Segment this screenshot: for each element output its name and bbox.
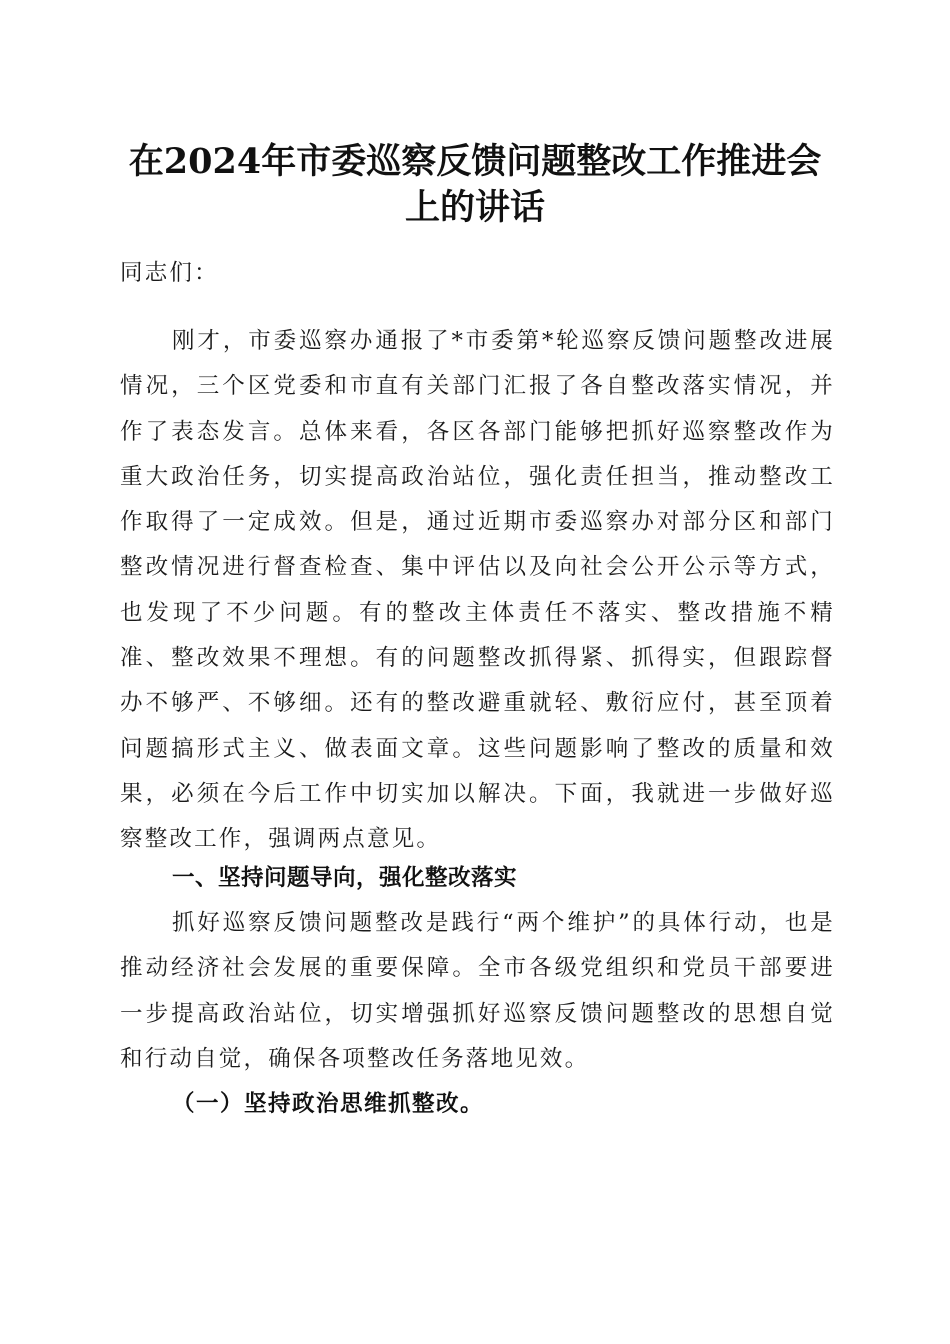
document-title-line-2: 上的讲话	[404, 187, 545, 228]
salutation: 同志们：	[120, 260, 219, 286]
subsection-heading-1: （一）坚持政治思维抓整改。	[172, 1091, 485, 1117]
document-title-line-1: 在2024年市委巡察反馈问题整改工作推进会	[128, 141, 822, 182]
paragraph-intro: 刚才，市委巡察办通报了*市委第*轮巡察反馈问题整改进展情况，三个区党委和市直有关部门汇报了各自整改落实情况，并作了表态发言。总体来看，各区各部门能够把抓好巡察整改作为重大政治任务，切实提高政治站位，强化责任担当，推动整改工作取得了一定成效。但是，通过近期市委巡察办对部分区和部门整改情况进行督查检查、集中评估以及向社会公开公示等方式，也发现了不少问题。有的整改主体责任不落实、整改措施不精准、整改效果不理想。有的问题整改抓得紧、抓得实，但跟踪督办不够严、不够细。还有的整改避重就轻、敷衍应付，甚至顶着问题搞形式主义、做表面文章。这些问题影响了整改的质量和效果，必须在今后工作中切实加以解决。下面，我就进一步做好巡察整改工作，强调两点意见。	[120, 328, 835, 853]
section-heading-1: 一、坚持问题导向，强化整改落实	[172, 865, 518, 891]
paragraph-section-1: 抓好巡察反馈问题整改是践行“两个维护”的具体行动，也是推动经济社会发展的重要保障。全市各级党组织和党员干部要进一步提高政治站位，切实增强抓好巡察反馈问题整改的思想自觉和行动自觉，确保各项整改任务落地见效。	[120, 910, 835, 1072]
